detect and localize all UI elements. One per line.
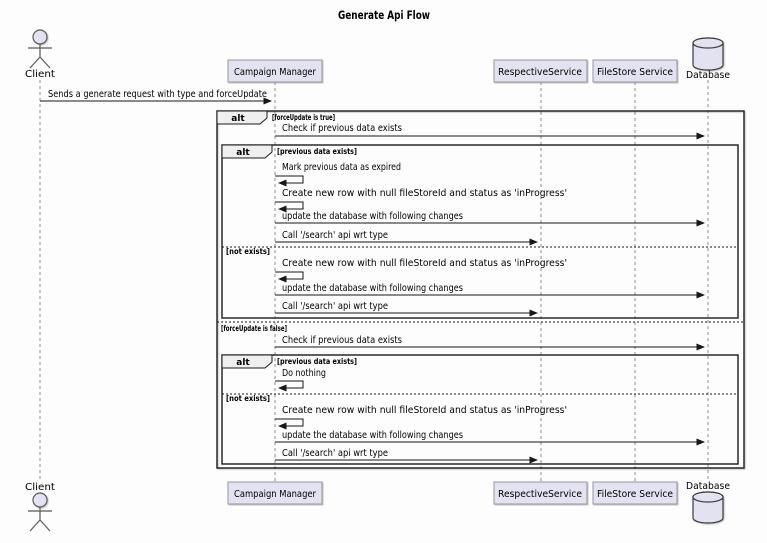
participant-database-bottom (686, 481, 730, 523)
database-cylinder-top (693, 492, 723, 502)
message-text: Create new row with null fileStoreId and status as 'inProgress' (282, 405, 567, 416)
diagram-title: Generate Api Flow (338, 8, 431, 22)
message-text: Check if previous data exists (282, 335, 403, 346)
actor-client-top (25, 30, 55, 80)
participant-label-filestore-service-bottom: FileStore Service (597, 489, 673, 500)
message-text: Create new row with null fileStoreId and status as 'inProgress' (282, 258, 567, 269)
participant-campaign-manager-top (228, 60, 322, 82)
condition-previous-exists-2: [previous data exists] (277, 357, 357, 366)
actor-label-client-bottom: Client (25, 482, 56, 493)
message-text: Check if previous data exists (282, 123, 403, 134)
alt-frame-inner-1-label: alt (236, 148, 250, 158)
message-text: update the database with following changes (282, 430, 464, 441)
participant-filestore-service-bottom (593, 482, 677, 504)
participant-database-top (686, 38, 730, 81)
participant-label-database-top: Database (686, 70, 730, 81)
message-text: Do nothing (282, 368, 326, 379)
self-message-arrow (275, 419, 303, 426)
actor-client-bottom (25, 482, 55, 531)
database-cylinder-top (693, 38, 723, 48)
self-message-arrow (275, 202, 303, 209)
actor-head (33, 493, 47, 507)
participant-respective-service-top (494, 60, 587, 82)
message-text: Call '/search' api wrt type (282, 448, 389, 459)
message-text: Sends a generate request with type and forceUpdate (48, 89, 268, 100)
participant-respective-service-bottom (494, 482, 587, 504)
participant-label-campaign-manager-top: Campaign Manager (234, 67, 317, 78)
actor-head (33, 30, 47, 44)
actor-label-client-top: Client (25, 69, 56, 80)
message-text: Call '/search' api wrt type (282, 301, 389, 312)
participant-label-database-bottom: Database (686, 481, 730, 492)
condition-previous-exists-1: [previous data exists] (277, 147, 357, 156)
message-text: Create new row with null fileStoreId and status as 'inProgress' (282, 188, 567, 199)
alt-frame-inner-2-label: alt (236, 358, 250, 368)
participant-filestore-service-top (593, 60, 677, 82)
alt-frame-outer-label: alt (231, 114, 245, 124)
condition-forceupdate-true: [forceUpdate is true] (272, 113, 335, 122)
self-message-arrow (275, 381, 303, 388)
condition-not-exists-2: [not exists] (226, 394, 270, 403)
actor-body (28, 507, 52, 531)
actor-body (28, 44, 52, 68)
participant-label-campaign-manager-bottom: Campaign Manager (234, 489, 317, 500)
condition-not-exists-1: [not exists] (226, 247, 270, 256)
self-message-arrow (275, 272, 303, 279)
participant-label-respective-service-bottom: RespectiveService (498, 489, 582, 500)
message-text: update the database with following changes (282, 283, 464, 294)
message-text: Call '/search' api wrt type (282, 230, 389, 241)
condition-forceupdate-false: [forceUpdate is false] (221, 324, 287, 333)
message-text: update the database with following changes (282, 211, 464, 222)
message-text: Mark previous data as expired (282, 162, 401, 173)
participant-label-respective-service-top: RespectiveService (498, 67, 582, 78)
participant-campaign-manager-bottom (228, 482, 322, 504)
participant-label-filestore-service-top: FileStore Service (597, 67, 673, 78)
self-message-arrow (275, 176, 303, 183)
